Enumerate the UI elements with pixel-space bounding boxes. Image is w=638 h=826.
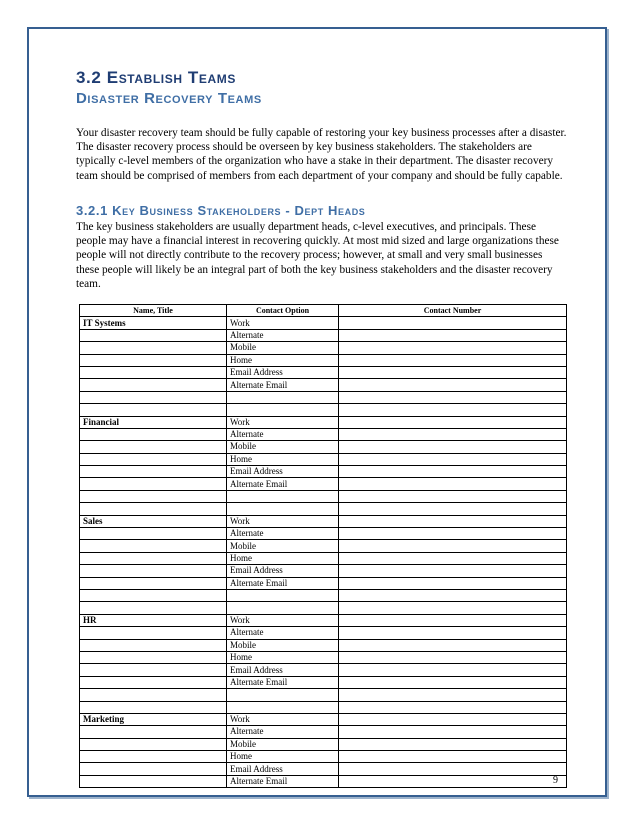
name-cell bbox=[80, 565, 227, 577]
empty-cell bbox=[227, 503, 339, 515]
name-cell bbox=[80, 453, 227, 465]
table-row bbox=[80, 651, 567, 663]
stakeholders-paragraph: The key business stakeholders are usually department heads, c-level executives, and principals. These people may have a financial interest in recovering quickly. At most mid sized and large organizations these people will not directly contribute to the recovery process; however, at small and very small businesses these people will likely be an integral part of both the key business stakeholders and the disaster recovery team. bbox=[76, 221, 559, 290]
subsubsection-heading: 3.2.1 Key Business Stakeholders - Dept Heads bbox=[76, 203, 366, 218]
empty-cell bbox=[227, 689, 339, 701]
table-row bbox=[80, 453, 567, 465]
header-name-title: Name, Title bbox=[80, 305, 227, 317]
contact-number-cell bbox=[339, 614, 567, 626]
contact-option-cell: Alternate Email bbox=[227, 478, 339, 490]
spacer-row bbox=[80, 701, 567, 713]
name-cell bbox=[80, 354, 227, 366]
contact-option-cell: Alternate bbox=[227, 528, 339, 540]
name-cell bbox=[80, 540, 227, 552]
empty-cell bbox=[339, 503, 567, 515]
contact-number-cell bbox=[339, 466, 567, 478]
header-contact-option: Contact Option bbox=[227, 305, 339, 317]
table-row bbox=[80, 775, 567, 787]
empty-cell bbox=[80, 503, 227, 515]
contact-option-cell: Email Address bbox=[227, 366, 339, 378]
table-row bbox=[80, 565, 567, 577]
table-row bbox=[80, 379, 567, 391]
name-cell bbox=[80, 342, 227, 354]
table-row bbox=[80, 738, 567, 750]
table-row bbox=[80, 713, 567, 725]
contact-option-cell: Work bbox=[227, 416, 339, 428]
spacer-row bbox=[80, 490, 567, 502]
contact-option-cell: Alternate bbox=[227, 329, 339, 341]
contact-number-cell bbox=[339, 366, 567, 378]
spacer-row bbox=[80, 589, 567, 601]
name-cell bbox=[80, 639, 227, 651]
name-cell bbox=[80, 379, 227, 391]
contact-number-cell bbox=[339, 565, 567, 577]
contact-number-cell bbox=[339, 676, 567, 688]
name-cell bbox=[80, 466, 227, 478]
name-cell bbox=[80, 366, 227, 378]
empty-cell bbox=[339, 701, 567, 713]
contact-option-cell: Mobile bbox=[227, 342, 339, 354]
contact-option-cell: Work bbox=[227, 614, 339, 626]
contact-option-cell: Work bbox=[227, 317, 339, 329]
contact-number-cell bbox=[339, 528, 567, 540]
contact-number-cell bbox=[339, 379, 567, 391]
contact-number-cell bbox=[339, 354, 567, 366]
contact-number-cell bbox=[339, 738, 567, 750]
table-row bbox=[80, 354, 567, 366]
empty-cell bbox=[339, 602, 567, 614]
table-row bbox=[80, 577, 567, 589]
contact-option-cell: Email Address bbox=[227, 664, 339, 676]
contact-number-cell bbox=[339, 552, 567, 564]
group-name-cell: Marketing bbox=[80, 713, 227, 725]
name-cell bbox=[80, 726, 227, 738]
empty-cell bbox=[339, 404, 567, 416]
empty-cell bbox=[80, 404, 227, 416]
table-row bbox=[80, 528, 567, 540]
contact-number-cell bbox=[339, 775, 567, 787]
group-name-cell: IT Systems bbox=[80, 317, 227, 329]
empty-cell bbox=[227, 404, 339, 416]
group-name-cell: Sales bbox=[80, 515, 227, 527]
name-cell bbox=[80, 664, 227, 676]
table-row bbox=[80, 751, 567, 763]
contact-number-cell bbox=[339, 763, 567, 775]
table-row bbox=[80, 627, 567, 639]
empty-cell bbox=[80, 490, 227, 502]
intro-paragraph: Your disaster recovery team should be fully capable of restoring your key business processes after a disaster. The disaster recovery process should be overseen by key business stakeholders. The stakeholders are typically c-level members of the organization who have a stake in their department. The disaster recovery team should be comprised of members from each department of your company and should be fully capable. bbox=[76, 127, 567, 182]
empty-cell bbox=[80, 602, 227, 614]
table-row bbox=[80, 515, 567, 527]
contact-number-cell bbox=[339, 416, 567, 428]
table-row bbox=[80, 342, 567, 354]
contact-option-cell: Home bbox=[227, 552, 339, 564]
contact-option-cell: Home bbox=[227, 751, 339, 763]
name-cell bbox=[80, 329, 227, 341]
contact-number-cell bbox=[339, 577, 567, 589]
table-header-row bbox=[80, 305, 567, 317]
spacer-row bbox=[80, 503, 567, 515]
contact-option-cell: Mobile bbox=[227, 540, 339, 552]
contact-number-cell bbox=[339, 317, 567, 329]
name-cell bbox=[80, 751, 227, 763]
name-cell bbox=[80, 552, 227, 564]
empty-cell bbox=[227, 701, 339, 713]
spacer-row bbox=[80, 689, 567, 701]
name-cell bbox=[80, 775, 227, 787]
contact-option-cell: Email Address bbox=[227, 763, 339, 775]
empty-cell bbox=[339, 391, 567, 403]
name-cell bbox=[80, 428, 227, 440]
empty-cell bbox=[227, 602, 339, 614]
table-row bbox=[80, 639, 567, 651]
table-row bbox=[80, 329, 567, 341]
name-cell bbox=[80, 478, 227, 490]
name-cell bbox=[80, 627, 227, 639]
contact-number-cell bbox=[339, 428, 567, 440]
group-name-cell: Financial bbox=[80, 416, 227, 428]
name-cell bbox=[80, 676, 227, 688]
group-name-cell: HR bbox=[80, 614, 227, 626]
contact-option-cell: Work bbox=[227, 713, 339, 725]
table-row bbox=[80, 614, 567, 626]
contact-option-cell: Mobile bbox=[227, 441, 339, 453]
empty-cell bbox=[227, 490, 339, 502]
empty-cell bbox=[80, 701, 227, 713]
table-row bbox=[80, 726, 567, 738]
contact-option-cell: Home bbox=[227, 354, 339, 366]
table-row bbox=[80, 478, 567, 490]
contact-option-cell: Home bbox=[227, 651, 339, 663]
stakeholder-contact-table bbox=[79, 304, 567, 788]
contact-option-cell: Alternate Email bbox=[227, 775, 339, 787]
table-row bbox=[80, 552, 567, 564]
name-cell bbox=[80, 441, 227, 453]
contact-number-cell bbox=[339, 664, 567, 676]
empty-cell bbox=[80, 391, 227, 403]
table-row bbox=[80, 540, 567, 552]
subsection-heading: Disaster Recovery Teams bbox=[76, 90, 262, 107]
empty-cell bbox=[80, 689, 227, 701]
contact-number-cell bbox=[339, 342, 567, 354]
table-row bbox=[80, 763, 567, 775]
contact-option-cell: Alternate bbox=[227, 428, 339, 440]
contact-number-cell bbox=[339, 726, 567, 738]
name-cell bbox=[80, 651, 227, 663]
contact-option-cell: Alternate Email bbox=[227, 379, 339, 391]
contact-number-cell bbox=[339, 540, 567, 552]
contact-number-cell bbox=[339, 751, 567, 763]
contact-number-cell bbox=[339, 627, 567, 639]
table-row bbox=[80, 416, 567, 428]
contact-option-cell: Alternate bbox=[227, 726, 339, 738]
contact-option-cell: Home bbox=[227, 453, 339, 465]
contact-number-cell bbox=[339, 651, 567, 663]
spacer-row bbox=[80, 391, 567, 403]
table-row bbox=[80, 466, 567, 478]
contact-option-cell: Email Address bbox=[227, 565, 339, 577]
spacer-row bbox=[80, 602, 567, 614]
contact-number-cell bbox=[339, 453, 567, 465]
contact-option-cell: Email Address bbox=[227, 466, 339, 478]
contact-option-cell: Alternate Email bbox=[227, 676, 339, 688]
section-heading: 3.2 Establish Teams bbox=[76, 68, 236, 87]
name-cell bbox=[80, 763, 227, 775]
empty-cell bbox=[80, 589, 227, 601]
spacer-row bbox=[80, 404, 567, 416]
name-cell bbox=[80, 738, 227, 750]
table-row bbox=[80, 664, 567, 676]
contact-option-cell: Work bbox=[227, 515, 339, 527]
empty-cell bbox=[339, 589, 567, 601]
header-contact-number: Contact Number bbox=[339, 305, 567, 317]
contact-option-cell: Alternate bbox=[227, 627, 339, 639]
empty-cell bbox=[227, 589, 339, 601]
contact-number-cell bbox=[339, 713, 567, 725]
contact-option-cell: Mobile bbox=[227, 639, 339, 651]
contact-option-cell: Mobile bbox=[227, 738, 339, 750]
contact-option-cell: Alternate Email bbox=[227, 577, 339, 589]
name-cell bbox=[80, 528, 227, 540]
empty-cell bbox=[339, 689, 567, 701]
table-row bbox=[80, 676, 567, 688]
contact-number-cell bbox=[339, 478, 567, 490]
page-number: 9 bbox=[553, 775, 558, 786]
table-row bbox=[80, 441, 567, 453]
table-row bbox=[80, 317, 567, 329]
empty-cell bbox=[339, 490, 567, 502]
table-row bbox=[80, 366, 567, 378]
name-cell bbox=[80, 577, 227, 589]
table-row bbox=[80, 428, 567, 440]
contact-number-cell bbox=[339, 639, 567, 651]
empty-cell bbox=[227, 391, 339, 403]
contact-number-cell bbox=[339, 441, 567, 453]
contact-number-cell bbox=[339, 329, 567, 341]
contact-number-cell bbox=[339, 515, 567, 527]
